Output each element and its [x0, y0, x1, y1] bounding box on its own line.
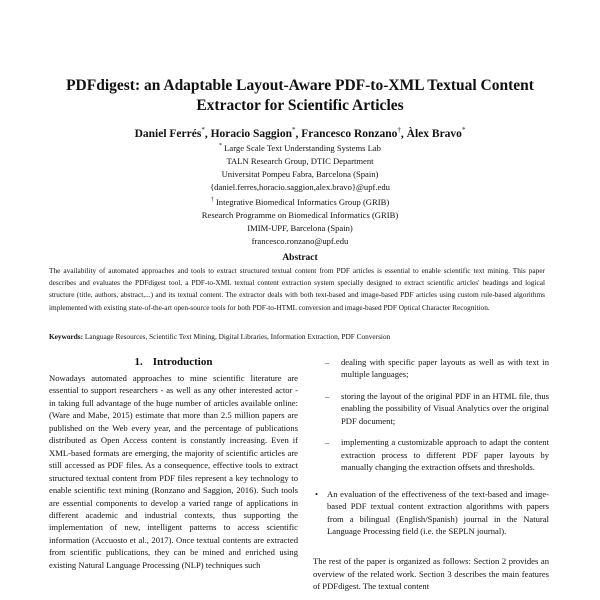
- affil-lab: [80, 140, 520, 155]
- author-mark: †: [397, 126, 401, 134]
- author-mark: *: [461, 126, 466, 134]
- dash-list: [313, 356, 549, 474]
- author-name: Horacio Saggion: [210, 127, 293, 140]
- title-line-1: PDFdigest: an Adaptable Layout-Aware PDF-to-XML Textual Content: [66, 77, 534, 94]
- affil-group: TALN Research Group, DTIC Department: [226, 155, 374, 166]
- list-item: [313, 436, 549, 473]
- overview-paragraph: The rest of the paper is organized as follows: Section 2 provides an overview of the related work. Section 3 describes the main features of PDFdigest. The textual content: [313, 556, 549, 592]
- abstract-text: The availability of automated approaches and tools to extract structured textual content from PDF articles is essential to enable scientific text mining. This paper describes and evaluates the PDFdigest tool, a PDF-to-XML textual content extraction system specially designed to extract scientific articles' headings and logical structure (title, authors, abstract,...) and its textual content. The extractor deals with both text-based and image-based PDF articles using custom rule-based algorithms implemented with existing state-of-the-art open-source tools for both PDF-to-HTML conversion and image-based PDF Optical Character Recognition.: [49, 266, 545, 312]
- list-item: [313, 390, 549, 427]
- list-item-text: implementing a customizable approach to adapt the content extraction process to different PDF paper layouts by manually changing the extraction offsets and thresholds.: [341, 437, 549, 473]
- affil-programme: Research Programme on Biomedical Informatics (GRIB): [201, 209, 399, 220]
- bullet-mark: •: [315, 488, 319, 499]
- dash-mark: –: [325, 390, 330, 401]
- author-mark: *: [292, 126, 296, 134]
- list-item-text: storing the layout of the original PDF in an HTML file, thus enabling the possibility of Visual Analytics over the original PDF document;: [341, 390, 549, 426]
- left-column: [49, 372, 298, 571]
- author-separator: ,: [400, 127, 407, 140]
- author-name: Francesco Ronzano: [301, 127, 398, 140]
- section-title: Introduction: [152, 356, 213, 368]
- author-name: Àlex Bravo: [406, 127, 462, 140]
- title-line-2: Extractor for Scientific Articles: [196, 97, 404, 114]
- author-name: Daniel Ferrés: [134, 127, 202, 140]
- author-separator: ,: [295, 127, 302, 140]
- intro-paragraph: Nowadays automated approaches to mine scientific literature are essential to support researchers - as well as any other interested actor - in taking full advantage of the huge number of articles available online: (Ware and Mabe, 2015) estimate that more than 2.5 million papers are published on the Web every year, and the percentage of publications distributed as Open Access content is constantly increasing. Even if XML-based formats are emerging, the majority of scientific articles are still accessed as PDF files. As a consequence, effective tools to extract structured textual content from PDF files represent a key technology to enable scientific text mining (Ronzano and Saggion, 2016). Such tools are essential components to develop a varied range of applications in different academic and industrial contexts, thus supporting the implementation of new, intelligent patterns to access scientific information (Accuosto et al., 2017). Once textual contents are extracted from scientific publications, they can be mined and enriched using existing Natural Language Processing (NLP) techniques such: [49, 373, 298, 570]
- bullet-item: [313, 488, 549, 538]
- affil-inst-text: Integrative Biomedical Informatics Group (GRIB): [213, 196, 390, 207]
- section-number: 1.: [134, 356, 143, 368]
- section-heading: [49, 356, 298, 368]
- keywords-text: Language Resources, Scientific Text Mining, Digital Libraries, Information Extraction, PDF Conversion: [83, 332, 391, 341]
- author-separator: ,: [204, 127, 211, 140]
- author-list: [40, 123, 560, 141]
- affiliations: [80, 140, 520, 248]
- affil-inst: [80, 194, 520, 209]
- bullet-item-text: An evaluation of the effectiveness of the text-based and image-based PDF textual content extraction algorithms with papers from a bilingual (English/Spanish) journal in the Natural Language Processing field (i.e. the SEPLN journal).: [327, 488, 549, 536]
- abstract-heading: Abstract: [282, 253, 318, 263]
- affil-mark: †: [210, 196, 214, 203]
- list-item-text: dealing with specific paper layouts as well as with text in multiple languages;: [341, 357, 549, 380]
- dash-mark: –: [325, 357, 330, 367]
- right-column: [313, 356, 549, 593]
- paper-title: [40, 76, 560, 116]
- affil-emails: {daniel.ferres,horacio.saggion,alex.bravo}@upf.edu: [210, 181, 390, 192]
- affil-mark: *: [219, 143, 222, 149]
- affil-email2: francesco.ronzano@upf.edu: [251, 235, 349, 246]
- keywords-label: Keywords:: [49, 332, 84, 341]
- keywords: [49, 331, 545, 343]
- affil-imim: IMIM-UPF, Barcelona (Spain): [247, 222, 353, 233]
- author-mark: *: [201, 126, 205, 134]
- affil-lab-text: Large Scale Text Understanding Systems Lab: [222, 142, 381, 153]
- list-item: [313, 356, 549, 381]
- dash-mark: –: [325, 437, 330, 448]
- affil-university: Universitat Pompeu Fabra, Barcelona (Spain): [221, 168, 379, 179]
